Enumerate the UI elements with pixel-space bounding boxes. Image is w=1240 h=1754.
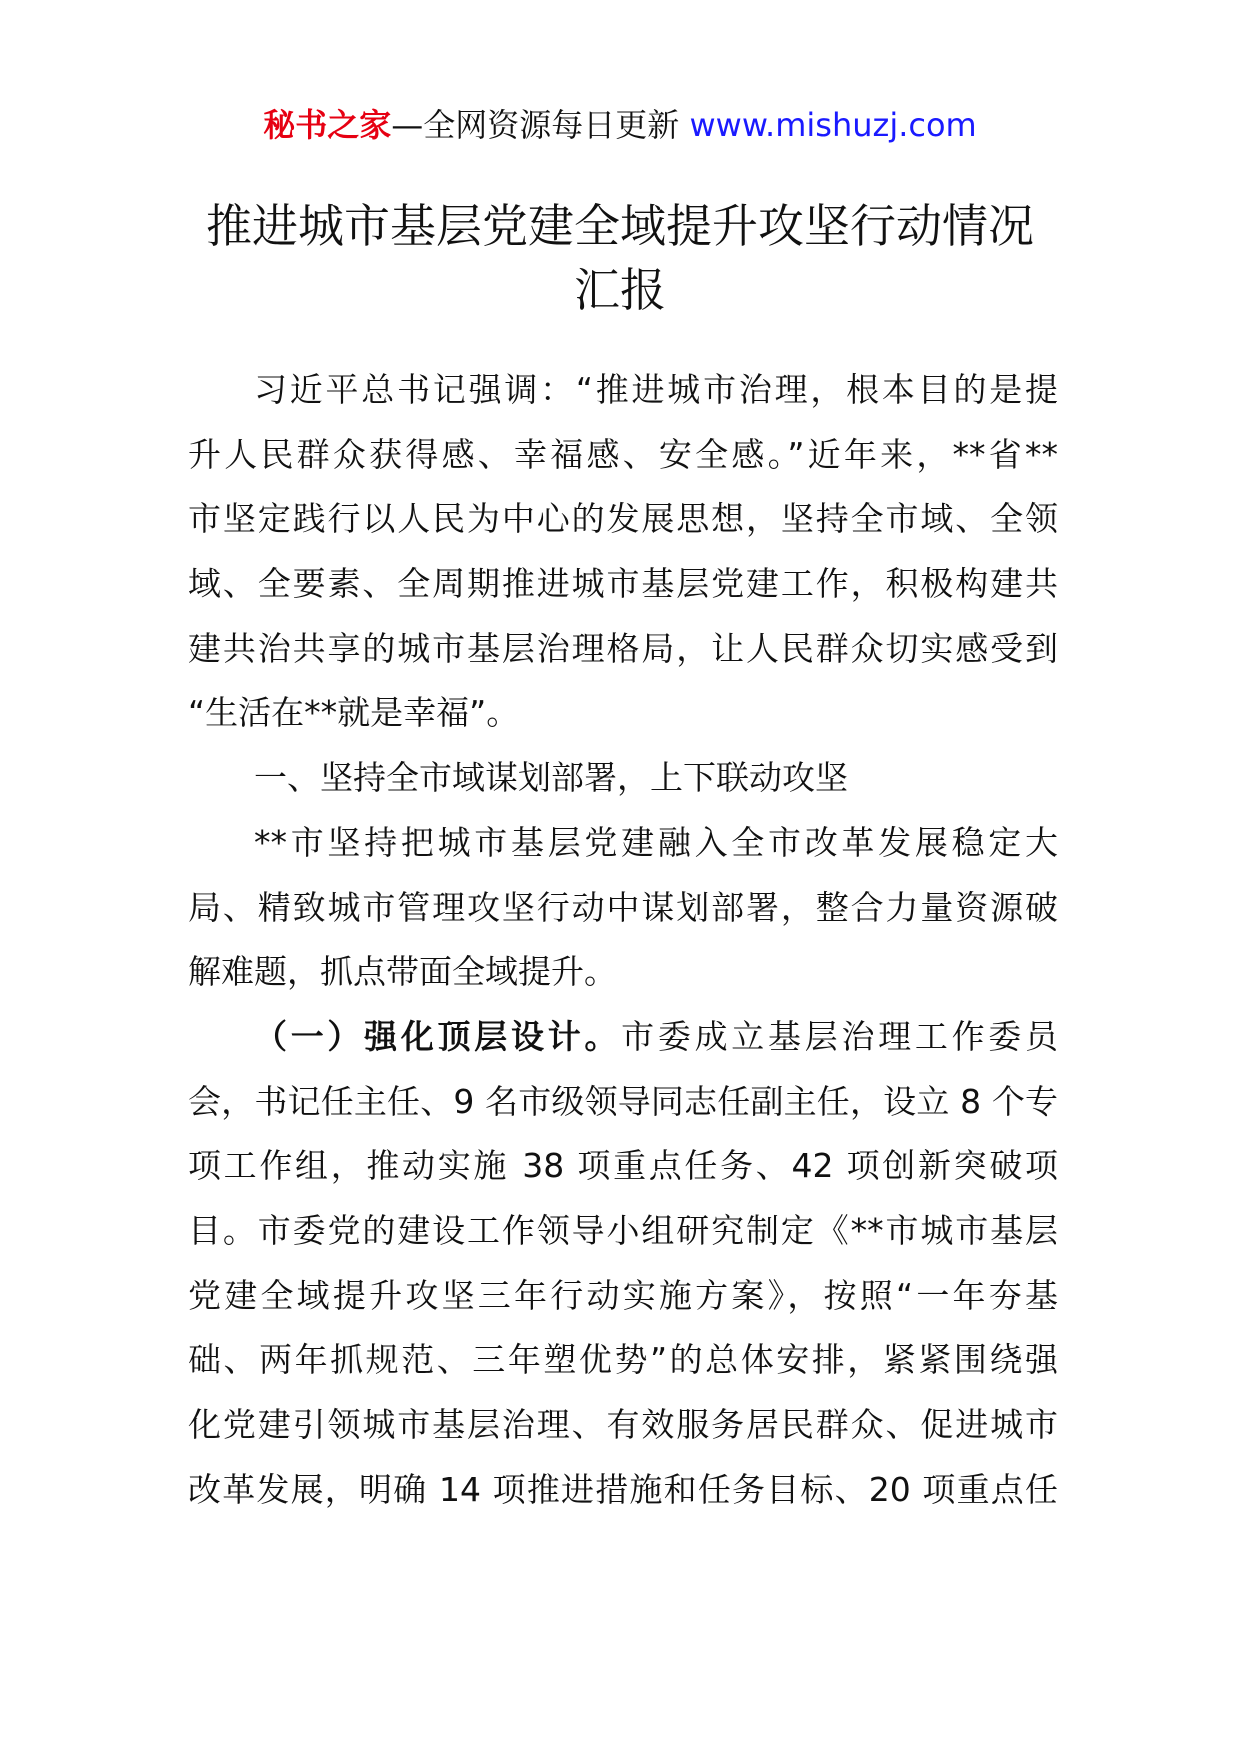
paragraph-2-line: 局、精致城市管理攻坚行动中谋划部署，整合力量资源破 (188, 887, 1058, 927)
site-url-link[interactable]: www.mishuzj.com (689, 106, 977, 144)
paragraph-3-line: 础、两年抓规范、三年塑优势”的总体安排，紧紧围绕强 (188, 1340, 1058, 1380)
document-body (188, 358, 1058, 1522)
document-title (150, 194, 1090, 322)
section-heading-1: 一、坚持全市域谋划部署，上下联动攻坚 (254, 758, 848, 798)
paragraph-1-line: 建共治共享的城市基层治理格局，让人民群众切实感受到 (188, 628, 1058, 668)
paragraph-3-line: 项工作组，推动实施 38 项重点任务、42 项创新突破项 (188, 1146, 1058, 1186)
paragraph-3-line: 目。市委党的建设工作领导小组研究制定《**市城市基层 (188, 1210, 1058, 1250)
paragraph-1-line: 习近平总书记强调：“推进城市治理，根本目的是提 (254, 370, 1058, 409)
brand-name: 秘书之家 (263, 106, 392, 144)
site-header (0, 100, 1240, 150)
paragraph-3-line: 党建全域提升攻坚三年行动实施方案》，按照“一年夯基 (188, 1275, 1058, 1315)
header-tagline: —全网资源每日更新 (391, 106, 680, 144)
paragraph-1-line: 升人民群众获得感、幸福感、安全感。”近年来，**省** (188, 434, 1058, 474)
paragraph-3-line (188, 1005, 1058, 1070)
paragraph-3-line: 改革发展，明确 14 项推进措施和任务目标、20 项重点任 (188, 1469, 1058, 1509)
paragraph-1-line: “生活在**就是幸福”。 (188, 693, 520, 733)
title-line-1: 推进城市基层党建全域提升攻坚行动情况 (206, 199, 1034, 253)
paragraph-3-text: 市委成立基层治理工作委员 (621, 1016, 1058, 1056)
paragraph-2-line: **市坚持把城市基层党建融入全市改革发展稳定大 (254, 822, 1058, 862)
paragraph-3-line: 会，书记任主任、9 名市级领导同志任副主任，设立 8 个专 (188, 1081, 1058, 1121)
paragraph-2-line: 解难题，抓点带面全域提升。 (188, 952, 617, 992)
paragraph-1-line: 域、全要素、全周期推进城市基层党建工作，积极构建共 (188, 564, 1058, 604)
paragraph-3-line: 化党建引领城市基层治理、有效服务居民群众、促进城市 (188, 1405, 1058, 1444)
subheading-1: （一）强化顶层设计。 (254, 1016, 622, 1056)
title-line-2: 汇报 (574, 263, 666, 317)
paragraph-1-line: 市坚定践行以人民为中心的发展思想，坚持全市域、全领 (188, 499, 1058, 539)
